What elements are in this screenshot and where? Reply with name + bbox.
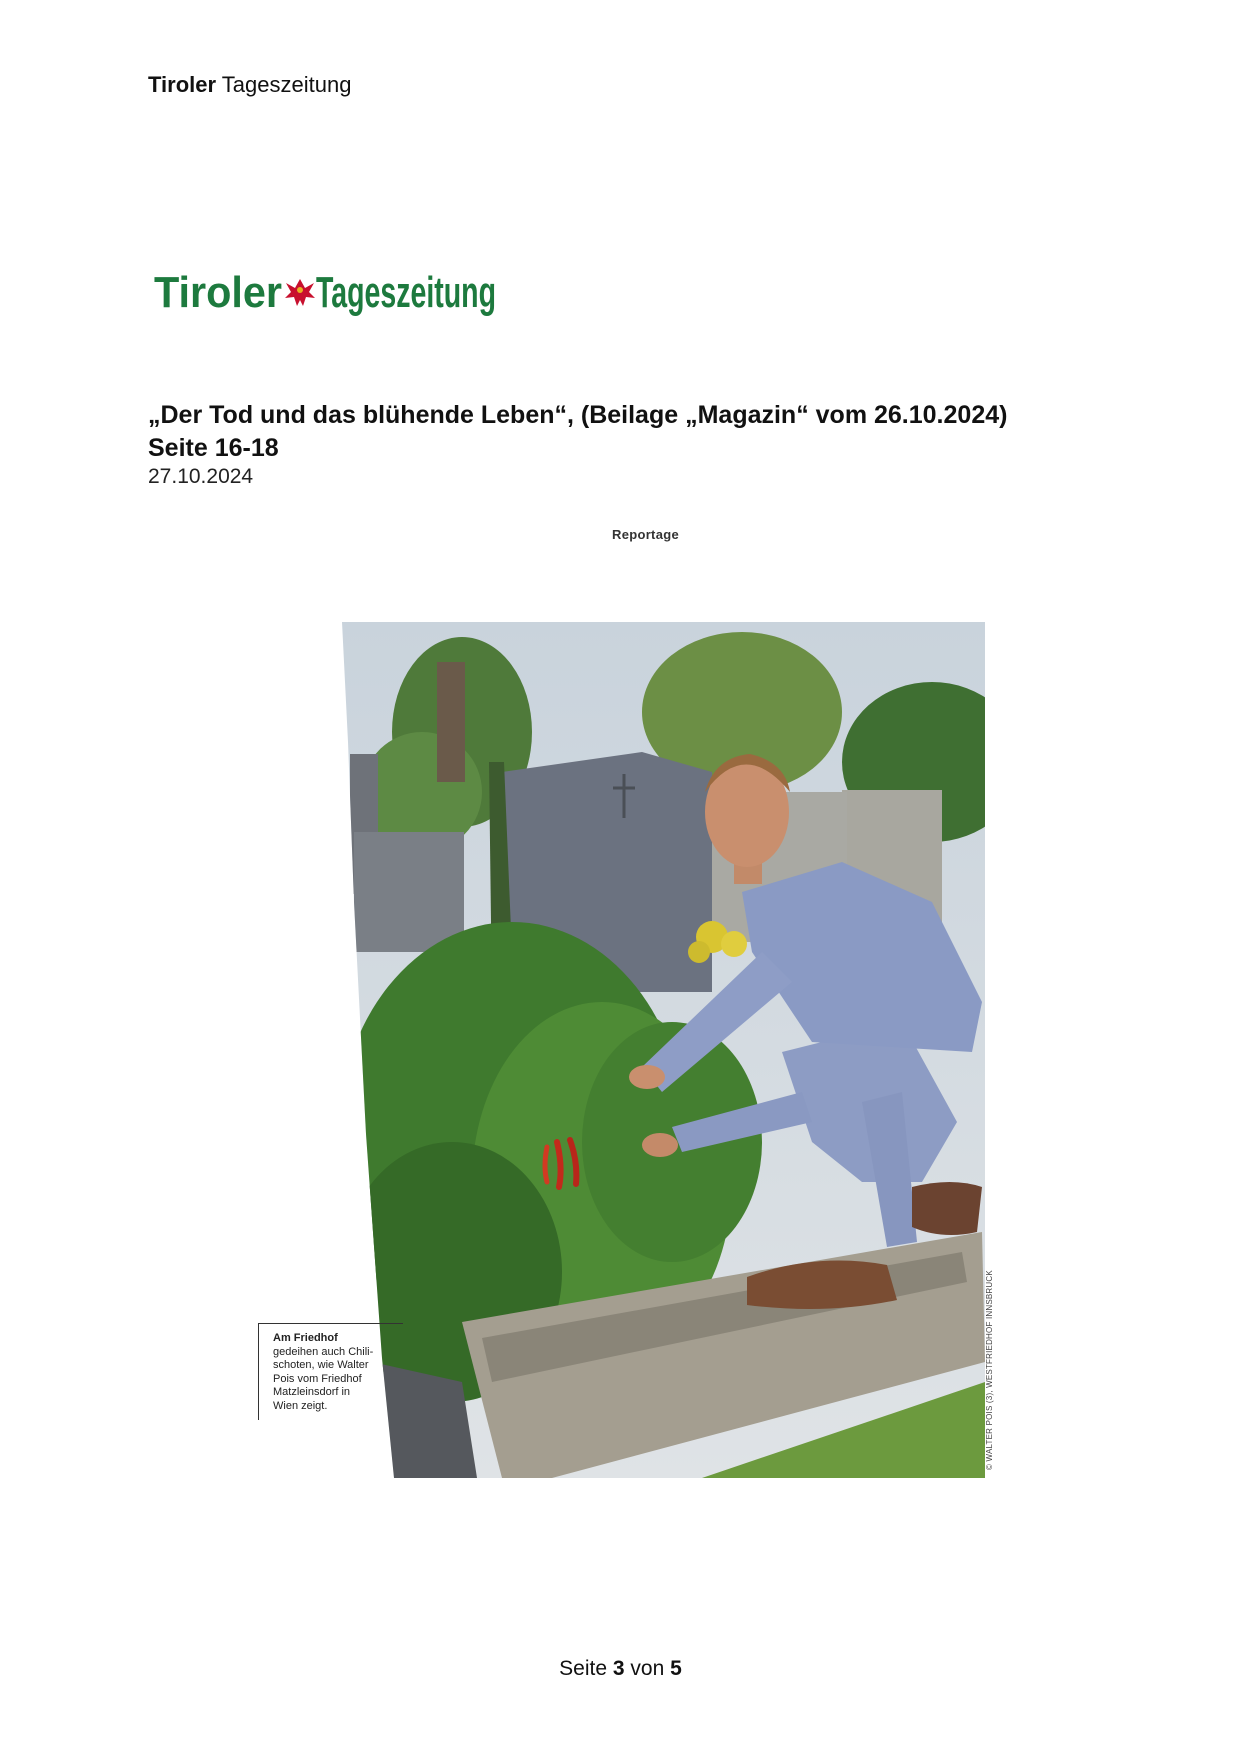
caption-bold: Am Friedhof — [273, 1332, 338, 1344]
footer-total-pages: 5 — [670, 1657, 682, 1680]
article-photo — [342, 622, 985, 1478]
caption-line: Wien zeigt. — [273, 1399, 328, 1412]
logo-text-part2: Tageszeitung — [316, 268, 496, 317]
article-title: „Der Tod und das blühende Leben“, (Beilage „Magazin“ vom 26.10.2024) — [148, 401, 1008, 429]
page-footer — [0, 1657, 1241, 1681]
photo-credit: © WALTER POIS (3), WESTFRIEDHOF INNSBRUCK — [985, 1270, 994, 1470]
photo-caption — [258, 1323, 403, 1420]
caption-line: schoten, wie Walter — [273, 1359, 369, 1371]
article-date: 27.10.2024 — [148, 465, 254, 488]
caption-line: Matzleinsdorf in — [273, 1386, 351, 1398]
footer-current-page: 3 — [612, 1657, 625, 1680]
section-label: Reportage — [612, 527, 679, 542]
header-brand-bold: Tiroler — [148, 72, 217, 97]
eagle-icon — [285, 279, 315, 306]
caption-line: Pois vom Friedhof — [273, 1372, 362, 1385]
footer-middle: von — [630, 1657, 665, 1680]
caption-line: gedeihen auch Chili- — [273, 1345, 374, 1358]
footer-prefix: Seite — [559, 1657, 608, 1680]
document-header — [148, 72, 351, 98]
article-pages: Seite 16-18 — [148, 434, 279, 462]
logo-text-part1: Tiroler — [154, 268, 282, 317]
header-brand-regular: Tageszeitung — [221, 72, 352, 97]
newspaper-logo — [154, 262, 499, 322]
